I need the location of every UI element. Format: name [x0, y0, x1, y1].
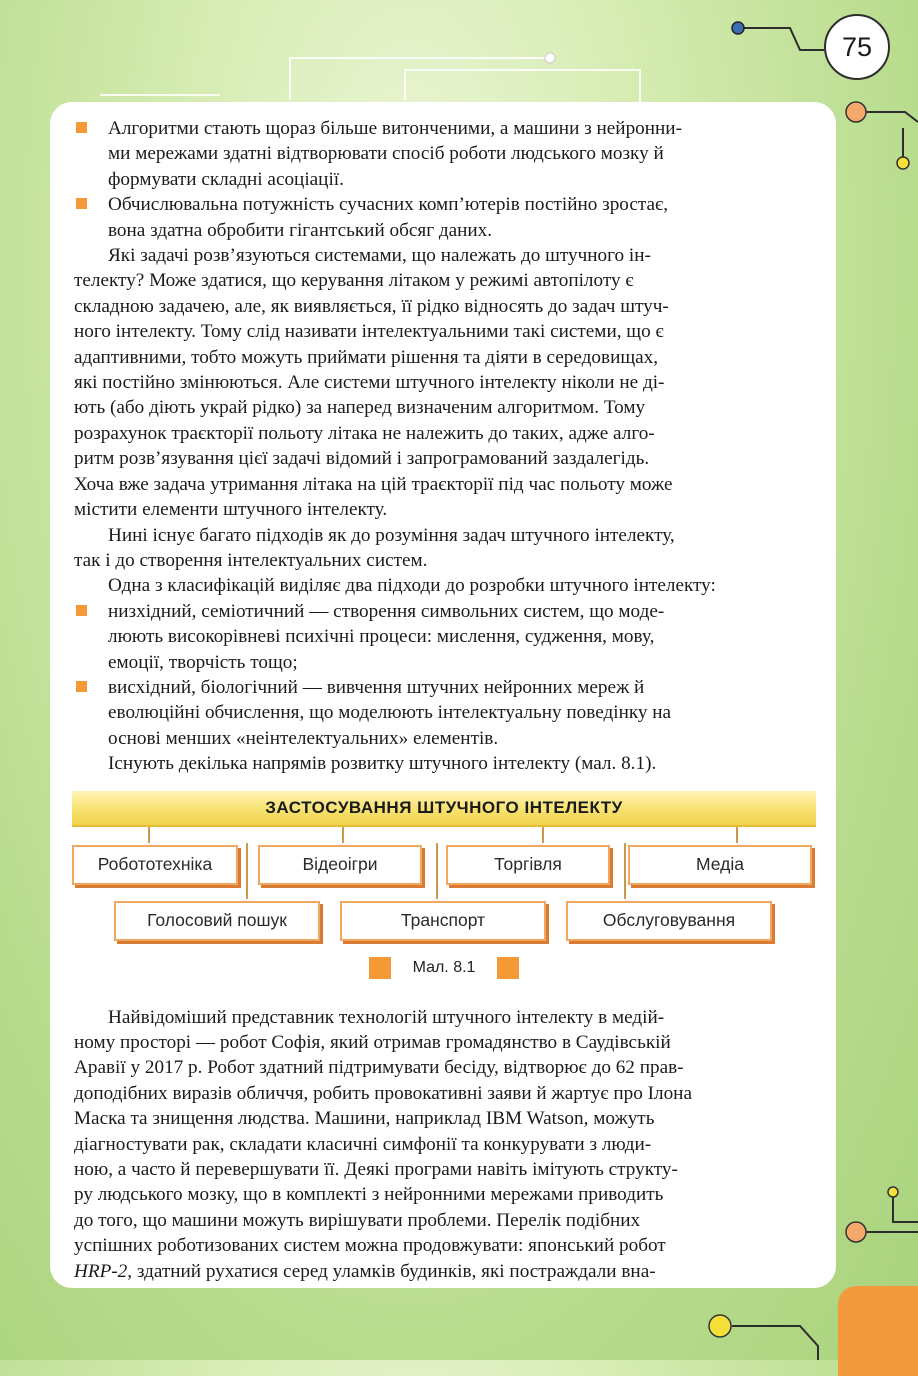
bullet-text — [108, 601, 664, 673]
text-line: висхідний, біологічний — вивчення штучних нейронних мереж й — [108, 676, 645, 698]
bullet-square-icon — [76, 605, 87, 616]
bullet-item — [74, 599, 816, 675]
text-line: Які задачі розв’язуються системами, що належать до штучного ін- — [108, 245, 651, 267]
text-line: Маска та знищення людства. Машини, наприклад IBM Watson, можуть — [74, 1108, 655, 1130]
text-line: до того, що машини можуть вирішувати проблеми. Перелік подібних — [74, 1209, 641, 1231]
text-line: Аравії у 2017 р. Робот здатний підтримувати бесіду, відтворює до 62 прав- — [74, 1057, 684, 1079]
robot-name: HRP-2 — [74, 1260, 128, 1282]
diagram-box-media: Медіа — [628, 845, 812, 885]
text-line: формувати складні асоціації. — [108, 168, 344, 190]
text-line: успішних роботизованих систем можна продовжувати: японський робот — [74, 1235, 666, 1257]
text-line: , здатний рухатися серед уламків будинків, які постраждали вна- — [127, 1260, 656, 1282]
text-line: так і до створення інтелектуальних систем. — [74, 549, 428, 571]
connector-line — [246, 843, 248, 899]
bullet-text — [108, 677, 671, 749]
text-line: Обчислювальна потужність сучасних комп’ютерів постійно зростає, — [108, 194, 669, 216]
connector-line — [542, 827, 544, 843]
text-line: які постійно змінюються. Але системи штучного інтелекту ніколи не ді- — [74, 372, 665, 394]
text-line: ного інтелекту. Тому слід називати інтелектуальними такі системи, що є — [74, 321, 664, 343]
text-line: основі менших «неінтелектуальних» елементів. — [108, 727, 499, 749]
connector-line — [624, 843, 626, 899]
diagram-box-trade: Торгівля — [446, 845, 610, 885]
paragraph — [74, 243, 816, 522]
caption-text: Мал. 8.1 — [412, 958, 476, 976]
text-line: еволюційні обчислення, що моделюють інтелектуальну поведінку на — [108, 702, 672, 724]
connector-line — [148, 827, 150, 843]
text-line: адаптивними, тобто можуть приймати рішення та діяти в середовищах, — [74, 346, 659, 368]
bullet-text — [108, 118, 682, 190]
caption-square-icon — [369, 957, 391, 979]
bullet-item — [74, 192, 816, 243]
diagram-box-transport: Транспорт — [340, 901, 546, 941]
text-line: ною, а часто й перевершувати її. Деякі програми навіть імітують структу- — [74, 1159, 678, 1180]
caption-square-icon — [497, 957, 519, 979]
text-line: ру людського мозку, що в комплекті з нейронними мережами приводить — [74, 1184, 664, 1206]
text-line: ритм розв’язування цієї задачі відомий і запрограмований заздалегідь. — [74, 448, 650, 470]
content-card — [50, 102, 836, 1288]
text-line: доподібних виразів обличчя, робить провокативні заяви й жартує про Ілона — [74, 1082, 692, 1104]
text-line: складною задачею, але, як виявляється, її рідко відносять до задач штуч- — [74, 295, 669, 317]
text-line: діагностувати рак, складати класичні симфонії та конкурувати з люди- — [74, 1133, 652, 1155]
text-line: Існують декілька напрямів розвитку штучного інтелекту (мал. 8.1). — [108, 753, 657, 775]
connector-line — [436, 843, 438, 899]
diagram-box-service: Обслуговування — [566, 901, 772, 941]
text-line: вона здатна обробити гігантський обсяг даних. — [108, 219, 493, 241]
text-line: містити елементи штучного інтелекту. — [74, 499, 388, 521]
bullet-item — [74, 116, 816, 192]
text-line: низхідний, семіотичний — створення символьних систем, що моде- — [108, 600, 665, 622]
text-line: Одна з класифікацій виділяє два підходи до розробки штучного інтелекту: — [108, 575, 716, 597]
diagram-box-robotics: Робототехніка — [72, 845, 238, 885]
text-line: Нині існує багато підходів як до розуміння задач штучного інтелекту, — [108, 524, 675, 546]
text-line: розрахунок траєкторії польоту літака не належить до таких, адже алго- — [74, 422, 655, 444]
orange-page-tab — [838, 1286, 918, 1376]
text-line: Найвідоміший представник технологій штучного інтелекту в медій- — [108, 1006, 665, 1028]
bullet-square-icon — [76, 122, 87, 133]
text-line: Хоча вже задача утримання літака на цій траєкторії під час польоту може — [74, 473, 673, 495]
paragraph — [74, 751, 816, 776]
text-line: ному просторі — робот Софія, який отримав громадянство в Саудівській — [74, 1031, 671, 1053]
page-number: 75 — [824, 14, 890, 80]
text-line: ми мережами здатні відтворювати спосіб роботи людського мозку й — [108, 143, 664, 165]
bullet-square-icon — [76, 681, 87, 692]
paragraph — [74, 523, 816, 574]
paragraph — [74, 1005, 816, 1284]
text-line: телекту? Може здатися, що керування літаком у режимі автопілоту є — [74, 270, 634, 292]
ai-applications-diagram — [72, 791, 816, 997]
text-line: Алгоритми стають щораз більше витонченими, а машини з нейронни- — [108, 118, 682, 139]
paragraph — [74, 573, 816, 598]
text-line: люють високорівневі психічні процеси: мислення, судження, мову, — [108, 626, 655, 648]
bullet-square-icon — [76, 198, 87, 209]
text-line: ють (або діють украй рідко) за наперед визначеним алгоритмом. Тому — [74, 397, 646, 419]
diagram-box-voice-search: Голосовий пошук — [114, 901, 320, 941]
bullet-text — [108, 194, 668, 240]
text-line: емоції, творчість тощо; — [108, 651, 298, 673]
diagram-box-videogames: Відеоігри — [258, 845, 422, 885]
diagram-title: ЗАСТОСУВАННЯ ШТУЧНОГО ІНТЕЛЕКТУ — [72, 791, 816, 827]
figure-caption — [72, 957, 816, 979]
connector-line — [342, 827, 344, 843]
bullet-item — [74, 675, 816, 751]
connector-line — [736, 827, 738, 843]
